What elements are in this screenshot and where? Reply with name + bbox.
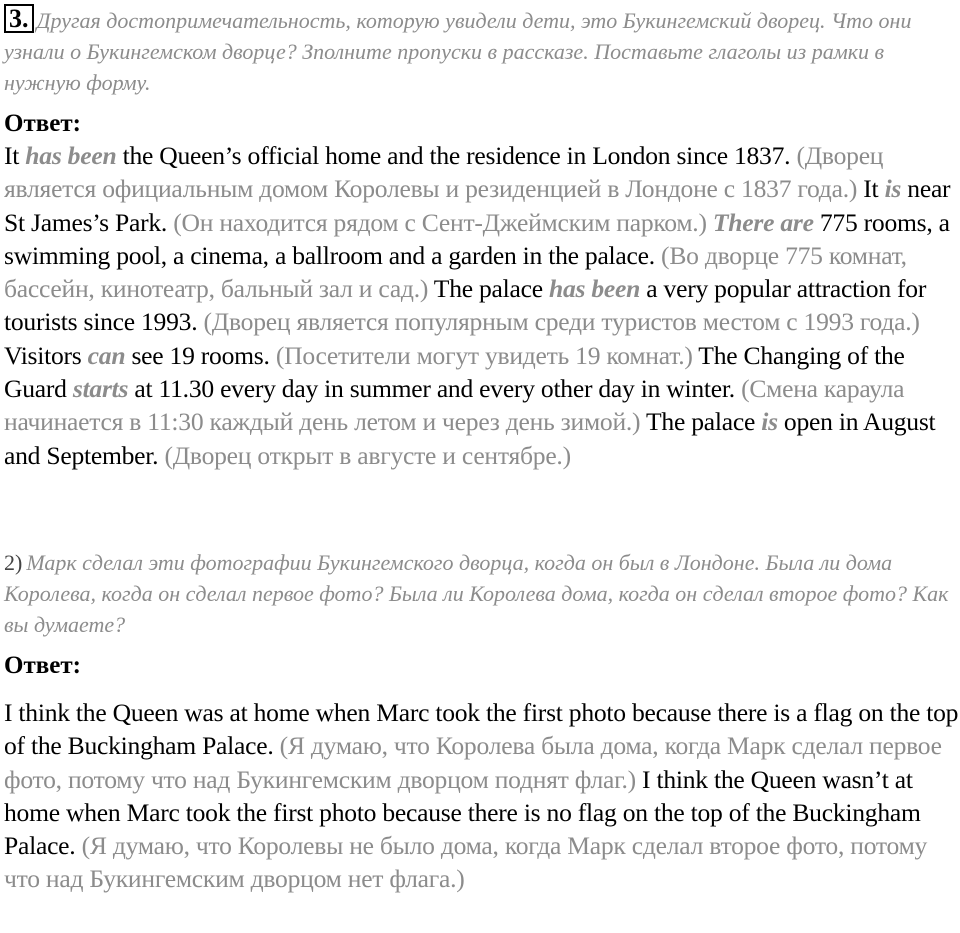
- answer-text-en: The palace: [428, 274, 549, 304]
- answer-text-en: a very popular attraction for tourists since 1993.: [4, 274, 927, 337]
- translation-ru: (Смена караула начинается в 11:30 каждый день летом и через день зимой.): [4, 374, 905, 437]
- filled-blank: can: [87, 340, 126, 370]
- answer-text-en: see 19 rooms.: [125, 340, 276, 370]
- filled-blank: has been: [549, 274, 641, 304]
- translation-ru: (Во дворце 775 комнат, бассейн, кинотеатр, бальный зал и сад.): [4, 240, 907, 304]
- translation-ru: (Он находится рядом с Сент-Джеймским парком.): [173, 207, 707, 237]
- task-2-prompt: [4, 547, 954, 640]
- answer-text-en: The palace: [640, 407, 762, 437]
- answer-text-en: It: [857, 174, 885, 204]
- task-3-prompt: [4, 4, 954, 98]
- translation-ru: (Я думаю, что Королева была дома, когда Марк сделал первое фото, потому что над Букингемским дворцом поднят флаг.): [4, 731, 942, 794]
- filled-blank: is: [761, 407, 778, 437]
- translation-ru: (Посетители могут увидеть 19 комнат.): [275, 340, 693, 370]
- answer-text-en: 775 rooms, a swimming pool, a cinema, a ballroom and a garden in the palace.: [4, 207, 950, 270]
- answer-text-en: I think the Queen wasn’t at home when Marc took the first photo because there is no flag on the top of the Buckingham Palace.: [4, 764, 921, 861]
- answer-text-en: at 11.30 every day in summer and every other day in winter.: [128, 374, 742, 404]
- task-3-prompt-text: Другая достопримечательность, которую увидели дети, это Букингемский дворец. Что они узнали о Букингемском дворце? Зполните пропуски в рассказе. Поставьте глаголы из рамки в нужную форму.: [4, 8, 912, 95]
- answer-text-en: open in August and September.: [4, 407, 936, 470]
- task-3-answer-label: Ответ:: [4, 110, 81, 137]
- answer-text-en: the Queen’s official home and the residence in London since 1837.: [116, 141, 797, 170]
- translation-ru: (Дворец открыт в августе и сентябре.): [164, 440, 571, 470]
- filled-blank: There are: [712, 207, 814, 237]
- task-2-number: 2): [4, 550, 23, 575]
- answer-text-en: I think the Queen was at home when Marc took the first photo because there is a flag on the top of the Buckingham Palace.: [4, 698, 959, 761]
- translation-ru: (Дворец является официальным домом Королевы и резиденцией в Лондоне с 1837 года.): [4, 141, 884, 204]
- answer-text-en: The Changing of the Guard: [4, 340, 905, 404]
- translation-ru: (Я думаю, что Королевы не было дома, когда Марк сделал второе фото, потому что над Букингемским дворцом нет флага.): [4, 831, 928, 894]
- task-3-answer-text: [4, 139, 959, 472]
- task-2-answer-text: [4, 696, 959, 896]
- filled-blank: starts: [72, 374, 129, 404]
- task-3-number: 3.: [4, 4, 34, 33]
- answer-text-en: near St James’s Park.: [4, 174, 951, 237]
- filled-blank: is: [884, 174, 902, 204]
- answer-text-en: It: [4, 141, 26, 170]
- translation-ru: (Дворец является популярным среди туристов местом с 1993 года.): [203, 307, 920, 337]
- answer-text-en: Visitors: [4, 340, 88, 370]
- filled-blank: has been: [25, 141, 117, 170]
- task-2-prompt-text: Марк сделал эти фотографии Букингемского дворца, когда он был в Лондоне. Была ли дома Королева, когда он сделал первое фото? Была ли Королева дома, когда он сделал второе фото? Как вы думаете?: [4, 550, 949, 637]
- task-2-answer-label: Ответ:: [4, 652, 81, 679]
